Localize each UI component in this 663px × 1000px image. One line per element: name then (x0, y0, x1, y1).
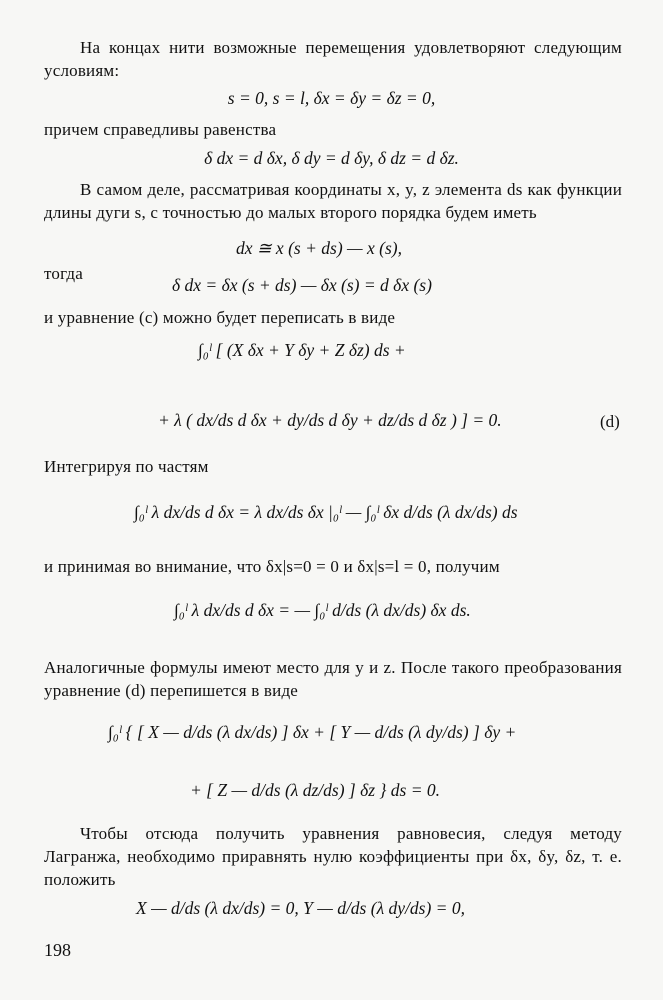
equation-1-text: s = 0, s = l, δx = δy = δz = 0, (227, 88, 436, 108)
paragraph-5 (44, 306, 622, 329)
equation-6-text: ∫₀ˡ λ dx/ds d δx = λ dx/ds δx |₀ˡ — ∫₀ˡ δx d/ds (λ dx/ds) ds (134, 502, 518, 522)
equation-2-text: δ dx = d δx, δ dy = d δy, δ dz = d δz. (204, 148, 459, 168)
equation-8-line-2 (190, 780, 440, 801)
equation-9 (136, 898, 465, 919)
equation-3 (236, 238, 402, 259)
equation-2 (0, 148, 663, 169)
paragraph-2 (44, 118, 622, 141)
equation-7-text: ∫₀ˡ λ dx/ds d δx = — ∫₀ˡ d/ds (λ dx/ds) δx ds. (174, 600, 471, 620)
equation-7 (174, 600, 471, 621)
equation-5a-text: ∫₀ˡ [ (X δx + Y δy + Z δz) ds + (198, 340, 406, 360)
equation-4-text: δ dx = δx (s + ds) — δx (s) = d δx (s) (172, 275, 432, 295)
equation-9-text: X — d/ds (λ dx/ds) = 0, Y — d/ds (λ dy/ds) = 0, (136, 898, 465, 918)
paragraph-4-text: тогда (44, 264, 84, 283)
equation-label-d: (d) (600, 412, 620, 431)
paragraph-6 (44, 455, 622, 478)
equation-6 (134, 502, 518, 523)
paragraph-9-text: Чтобы отсюда получить уравнения равновесия, следуя методу Лагранжа, необходимо приравнять нулю коэффициенты при δx, δy, δz, т. е. положить (44, 824, 622, 889)
equation-8-line-1 (108, 722, 516, 743)
paragraph-2-text: причем справедливы равенства (44, 120, 277, 139)
paragraph-8 (44, 656, 622, 702)
paragraph-6-text: Интегрируя по частям (44, 457, 209, 476)
equation-5-line-2 (158, 410, 502, 431)
paragraph-7-text: и принимая во внимание, что δx|s=0 = 0 и δx|s=l = 0, получим (44, 557, 500, 576)
equation-5-line-1 (198, 340, 406, 361)
paragraph-7 (44, 555, 622, 578)
equation-5b-text: + λ ( dx/ds d δx + dy/ds d δy + dz/ds d δz ) ] = 0. (158, 410, 502, 430)
equation-1 (0, 88, 663, 109)
equation-8a-text: ∫₀ˡ { [ X — d/ds (λ dx/ds) ] δx + [ Y — d/ds (λ dy/ds) ] δy + (108, 722, 517, 742)
paragraph-1 (44, 36, 622, 82)
equation-8b-text: + [ Z — d/ds (λ dz/ds) ] δz } ds = 0. (190, 780, 441, 800)
paragraph-1-text: На концах нити возможные перемещения удовлетворяют следующим условиям: (44, 38, 622, 80)
paragraph-3 (44, 178, 622, 224)
paragraph-8-text: Аналогичные формулы имеют место для y и z. После такого преобразования уравнение (d) перепишется в виде (44, 658, 622, 700)
paragraph-3-text: В самом деле, рассматривая координаты x, y, z элемента ds как функции длины дуги s, с точностью до малых второго порядка будем иметь (44, 180, 622, 222)
page-number: 198 (44, 940, 71, 960)
equation-4 (172, 275, 432, 296)
paragraph-5-text: и уравнение (c) можно будет переписать в виде (44, 308, 396, 327)
paragraph-9 (44, 822, 622, 891)
equation-3-text: dx ≅ x (s + ds) — x (s), (236, 238, 402, 258)
